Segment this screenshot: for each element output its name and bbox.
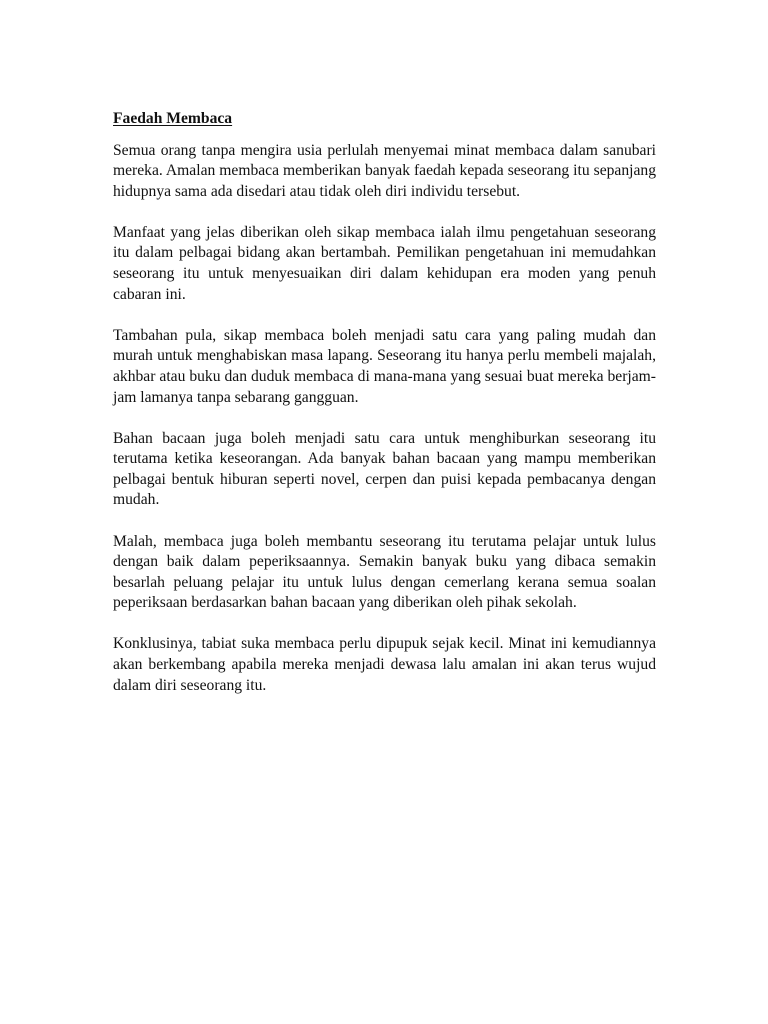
document-page	[113, 109, 656, 696]
paragraph-1: Semua orang tanpa mengira usia perlulah menyemai minat membaca dalam sanubari mereka. Amalan membaca memberikan banyak faedah kepada seseorang itu sepanjang hidupnya sama ada disedari atau tidak oleh diri individu tersebut.	[113, 141, 656, 200]
paragraph-2: Manfaat yang jelas diberikan oleh sikap membaca ialah ilmu pengetahuan seseorang itu dalam pelbagai bidang akan bertambah. Pemilikan pengetahuan ini memudahkan seseorang itu untuk menyesuaikan diri dalam kehidupan era moden yang penuh cabaran ini.	[113, 223, 656, 303]
paragraph-6: Konklusinya, tabiat suka membaca perlu dipupuk sejak kecil. Minat ini kemudiannya akan berkembang apabila mereka menjadi dewasa lalu amalan ini akan terus wujud dalam diri seseorang itu.	[113, 635, 656, 694]
paragraph-4: Bahan bacaan juga boleh menjadi satu cara untuk menghiburkan seseorang itu terutama ketika keseorangan. Ada banyak bahan bacaan yang mampu memberikan pelbagai bentuk hiburan seperti novel, cerpen dan puisi kepada pembacanya dengan mudah.	[113, 429, 656, 509]
paragraph-3: Tambahan pula, sikap membaca boleh menjadi satu cara yang paling mudah dan murah untuk menghabiskan masa lapang. Seseorang itu hanya perlu membeli majalah, akhbar atau buku dan duduk membaca di mana-mana yang sesuai buat mereka berjam-jam lamanya tanpa sebarang gangguan.	[113, 326, 656, 406]
document-title: Faedah Membaca	[113, 110, 233, 127]
paragraph-5: Malah, membaca juga boleh membantu seseorang itu terutama pelajar untuk lulus dengan baik dalam peperiksaannya. Semakin banyak buku yang dibaca semakin besarlah peluang pelajar itu untuk lulus dengan cemerlang kerana semua soalan peperiksaan berdasarkan bahan bacaan yang diberikan oleh pihak sekolah.	[113, 532, 656, 612]
